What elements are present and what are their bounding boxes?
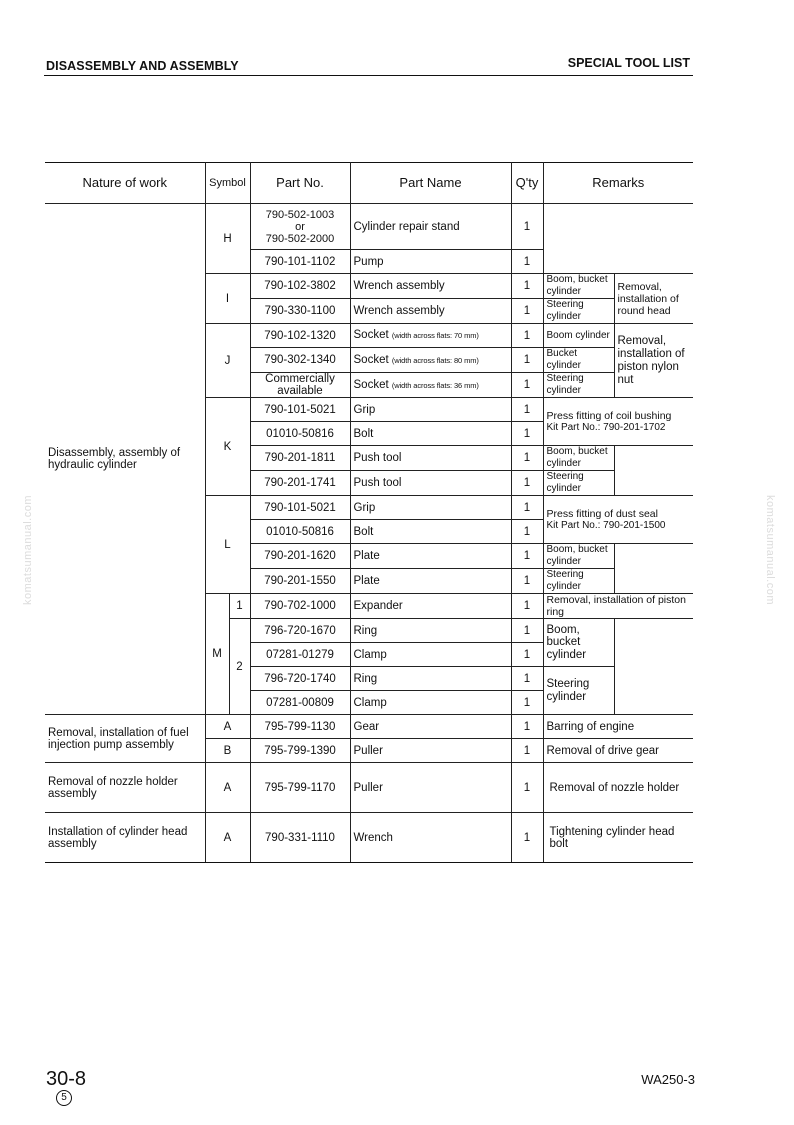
part-no-cell: 790-331-1110: [250, 813, 350, 863]
nature-hydraulic: Disassembly, assembly of hydraulic cylinder: [45, 204, 205, 715]
qty-cell: 1: [511, 667, 543, 691]
part-name-cell: Gear: [350, 715, 511, 739]
part-name-cell: [350, 373, 511, 398]
part-name-text: Socket: [353, 353, 389, 366]
part-name-cell: Cylinder repair stand: [350, 204, 511, 250]
part-no-cell: 795-799-1390: [250, 739, 350, 763]
nature-fuel: Removal, installation of fuel injection pump assembly: [45, 715, 205, 763]
remark-cell: Removal of drive gear: [543, 739, 693, 763]
remark-cell: Boom, bucket cylinder: [543, 446, 614, 471]
qty-cell: 1: [511, 739, 543, 763]
section-heading: DISASSEMBLY AND ASSEMBLY: [46, 59, 239, 73]
qty-cell: 1: [511, 520, 543, 544]
part-name-cell: Plate: [350, 544, 511, 569]
part-no-cell: 795-799-1170: [250, 763, 350, 813]
sub-symbol-cell: 2: [229, 619, 250, 715]
part-name-cell: [350, 348, 511, 373]
part-name-cell: Bolt: [350, 520, 511, 544]
part-name-cell: Wrench assembly: [350, 274, 511, 299]
part-note: (width across flats: 70 mm): [391, 331, 479, 340]
table-row: [45, 204, 693, 250]
symbol-cell: I: [205, 274, 250, 324]
part-note: (width across flats: 80 mm): [391, 355, 479, 365]
part-no-line: 790-502-1003: [265, 208, 335, 221]
header-rule: [44, 75, 693, 76]
remark-cell: Bucket cylinder: [543, 348, 614, 373]
symbol-cell: M: [205, 594, 229, 715]
part-name-cell: Expander: [350, 594, 511, 619]
symbol-cell: J: [205, 324, 250, 398]
part-name-cell: Grip: [350, 496, 511, 520]
remark-merged: Removal, installation of round head: [614, 274, 693, 324]
remark-cell: Barring of engine: [543, 715, 693, 739]
special-tool-table: [45, 162, 693, 863]
part-no-cell: 07281-00809: [250, 691, 350, 715]
remark-cell: Removal of nozzle holder: [543, 763, 693, 813]
part-no-cell: Commercially available: [250, 373, 350, 398]
part-no-cell: 790-201-1811: [250, 446, 350, 471]
remark-cell: Boom, bucket cylinder: [543, 544, 614, 569]
remark-line: Press fitting of coil bushing: [546, 409, 672, 422]
qty-cell: 1: [511, 398, 543, 422]
part-no-cell: 790-302-1340: [250, 348, 350, 373]
col-partname-header: Part Name: [350, 163, 511, 204]
part-name-cell: Pump: [350, 250, 511, 274]
part-name-cell: Ring: [350, 667, 511, 691]
part-no-cell: 790-201-1741: [250, 471, 350, 496]
part-name-cell: Wrench assembly: [350, 299, 511, 324]
qty-cell: 1: [511, 715, 543, 739]
part-name-cell: Clamp: [350, 691, 511, 715]
part-name-cell: Puller: [350, 763, 511, 813]
nature-cylhead: Installation of cylinder head assembly: [45, 813, 205, 863]
part-note: (width across flats: 36 mm): [391, 380, 479, 390]
remarks-blank: [614, 446, 693, 496]
part-no-line: 790-502-2000: [265, 232, 335, 245]
qty-cell: 1: [511, 446, 543, 471]
qty-cell: 1: [511, 643, 543, 667]
col-partno-header: Part No.: [250, 163, 350, 204]
remark-cell: Removal, installation of piston ring: [543, 594, 693, 619]
watermark-left: komatsumanual.com: [22, 495, 34, 605]
qty-cell: 1: [511, 324, 543, 348]
qty-cell: 1: [511, 299, 543, 324]
remark-cell: Steering cylinder: [543, 373, 614, 398]
remark-line: Press fitting of dust seal: [546, 507, 658, 520]
part-no-cell: 790-101-1102: [250, 250, 350, 274]
qty-cell: 1: [511, 204, 543, 250]
remark-merged: [543, 398, 693, 446]
table-row: [45, 715, 693, 739]
qty-cell: 1: [511, 471, 543, 496]
qty-cell: 1: [511, 250, 543, 274]
part-no-cell: 790-201-1620: [250, 544, 350, 569]
table-row: [45, 763, 693, 813]
part-name-text: Socket: [353, 329, 389, 341]
page-number: 30-8: [46, 1068, 87, 1090]
symbol-cell: K: [205, 398, 250, 496]
remarks-blank: [614, 544, 693, 594]
qty-cell: 1: [511, 544, 543, 569]
qty-cell: 1: [511, 274, 543, 299]
part-name-cell: Clamp: [350, 643, 511, 667]
symbol-cell: A: [205, 715, 250, 739]
qty-cell: 1: [511, 594, 543, 619]
remark-merged: Steering cylinder: [543, 667, 614, 715]
qty-cell: 1: [511, 691, 543, 715]
part-no-cell: 07281-01279: [250, 643, 350, 667]
qty-cell: 1: [511, 422, 543, 446]
part-no-cell: 01010-50816: [250, 520, 350, 544]
sub-symbol-cell: 1: [229, 594, 250, 619]
remark-cell: Steering cylinder: [543, 569, 614, 594]
qty-cell: 1: [511, 763, 543, 813]
remarks-blank: [614, 619, 693, 715]
part-no-cell: 790-102-1320: [250, 324, 350, 348]
col-remarks-header: Remarks: [543, 163, 693, 204]
part-name-cell: Plate: [350, 569, 511, 594]
table-header-row: [45, 163, 693, 204]
part-no-cell: 796-720-1740: [250, 667, 350, 691]
remark-cell: Steering cylinder: [543, 471, 614, 496]
part-name-cell: Push tool: [350, 471, 511, 496]
part-no-cell: 01010-50816: [250, 422, 350, 446]
page-title: SPECIAL TOOL LIST: [567, 56, 690, 70]
qty-cell: 1: [511, 619, 543, 643]
part-name-cell: Puller: [350, 739, 511, 763]
part-no-cell: 790-330-1100: [250, 299, 350, 324]
col-qty-header: Q'ty: [511, 163, 543, 204]
nature-nozzle: Removal of nozzle holder assembly: [45, 763, 205, 813]
symbol-cell: H: [205, 204, 250, 274]
part-no-cell: 790-101-5021: [250, 496, 350, 520]
symbol-cell: A: [205, 813, 250, 863]
part-no-line: or: [295, 220, 305, 233]
qty-cell: 1: [511, 569, 543, 594]
remark-merged: Boom, bucket cylinder: [543, 619, 614, 667]
revision-mark: 5: [56, 1090, 72, 1106]
part-no-cell: 790-201-1550: [250, 569, 350, 594]
qty-cell: 1: [511, 496, 543, 520]
part-name-text: Socket: [353, 378, 389, 391]
part-no-cell: 795-799-1130: [250, 715, 350, 739]
part-name-cell: Bolt: [350, 422, 511, 446]
part-name-cell: Wrench: [350, 813, 511, 863]
table-row: [45, 813, 693, 863]
part-name-cell: [350, 324, 511, 348]
qty-cell: 1: [511, 348, 543, 373]
symbol-cell: B: [205, 739, 250, 763]
remark-cell: Boom, bucket cylinder: [543, 274, 614, 299]
part-no-cell: 790-702-1000: [250, 594, 350, 619]
col-symbol-header: Symbol: [205, 163, 250, 204]
part-name-cell: Ring: [350, 619, 511, 643]
col-nature-header: Nature of work: [45, 163, 205, 204]
part-no-cell: 790-102-3802: [250, 274, 350, 299]
remark-cell: Boom cylinder: [543, 324, 614, 348]
symbol-cell: L: [205, 496, 250, 594]
remark-cell: Steering cylinder: [543, 299, 614, 324]
part-name-cell: Push tool: [350, 446, 511, 471]
part-name-cell: Grip: [350, 398, 511, 422]
qty-cell: 1: [511, 813, 543, 863]
symbol-cell: A: [205, 763, 250, 813]
model-name: WA250-3: [641, 1072, 695, 1087]
kit-part-no: Kit Part No.: 790-201-1500: [546, 519, 666, 531]
part-no-cell: [250, 204, 350, 250]
kit-part-no: Kit Part No.: 790-201-1702: [546, 421, 666, 433]
remark-cell: Tightening cylinder head bolt: [543, 813, 693, 863]
qty-cell: 1: [511, 373, 543, 398]
remarks-blank: [543, 204, 693, 274]
part-no-cell: 796-720-1670: [250, 619, 350, 643]
watermark-right: komatsumanual.com: [764, 495, 776, 605]
part-no-cell: 790-101-5021: [250, 398, 350, 422]
remark-merged: [543, 496, 693, 544]
remark-merged: Removal, installation of piston nylon nut: [614, 324, 693, 398]
